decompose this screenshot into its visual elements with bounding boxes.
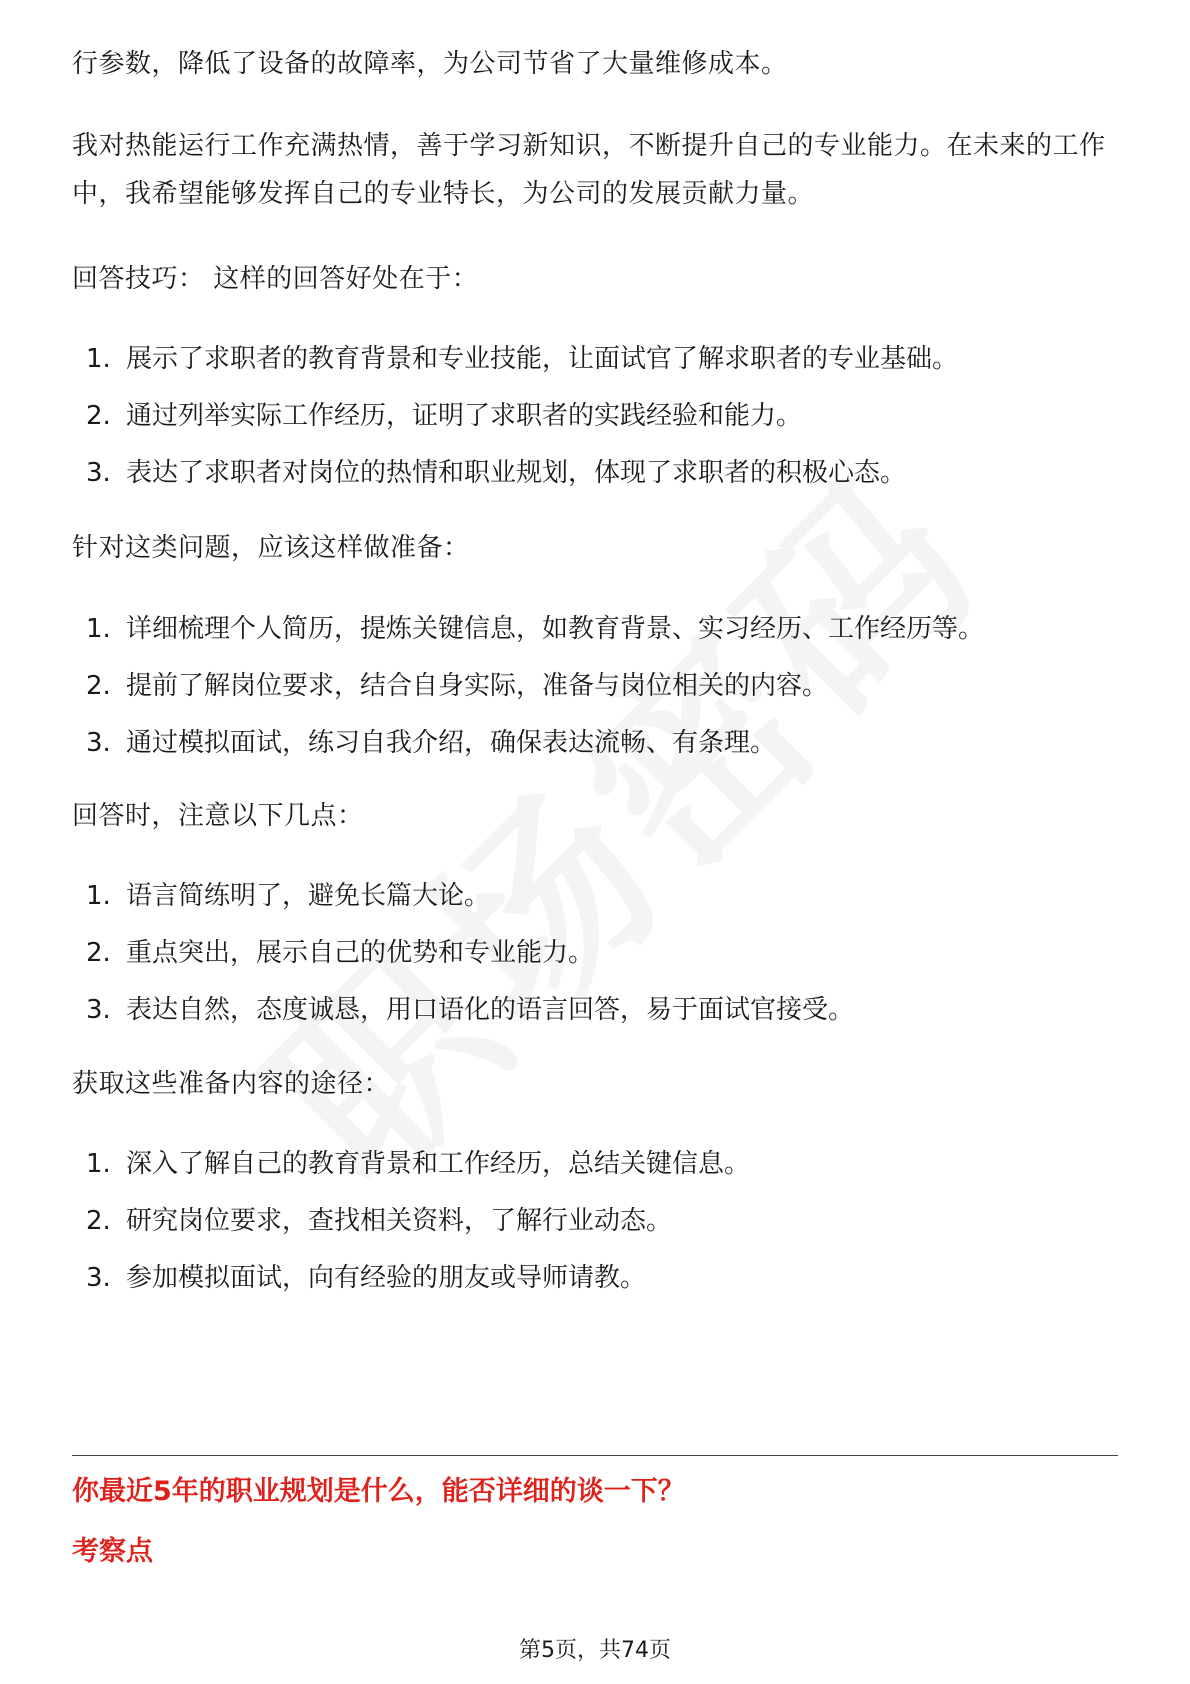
list-number: 3. [86, 995, 111, 1025]
list-text: 深入了解自己的教育背景和工作经历，总结关键信息。 [126, 1149, 751, 1179]
list-number: 2. [86, 938, 111, 968]
list-number: 3. [86, 728, 111, 758]
notes-heading: 回答时，注意以下几点： [72, 801, 364, 831]
list-number: 3. [86, 1263, 111, 1293]
list-number: 1. [86, 614, 111, 644]
list-item [72, 994, 1118, 1051]
list-item [72, 670, 1118, 727]
list-text: 表达自然，态度诚恳，用口语化的语言回答，易于面试官接受。 [126, 995, 855, 1025]
list-number: 2. [86, 401, 111, 431]
intro-paragraph: 我对热能运行工作充满热情，善于学习新知识，不断提升自己的专业能力。在未来的工作中，我希望能够发挥自己的专业特长，为公司的发展贡献力量。 [72, 131, 1106, 209]
list-text: 研究岗位要求，查找相关资料，了解行业动态。 [126, 1206, 673, 1236]
list-item [72, 727, 1118, 784]
list-item [72, 1148, 1118, 1205]
list-text: 表达了求职者对岗位的热情和职业规划，体现了求职者的积极心态。 [126, 458, 907, 488]
tips-heading: 回答技巧： 这样的回答好处在于： [72, 264, 479, 294]
list-item [72, 343, 1118, 400]
list-number: 2. [86, 671, 111, 701]
list-item [72, 937, 1118, 994]
page-footer: 第5页，共74页 [519, 1638, 671, 1663]
list-text: 展示了求职者的教育背景和专业技能，让面试官了解求职者的专业基础。 [126, 344, 959, 374]
list-item [72, 1262, 1118, 1319]
list-item [72, 613, 1118, 670]
prepare-heading: 针对这类问题，应该这样做准备： [72, 533, 470, 563]
list-text: 提前了解岗位要求，结合自身实际，准备与岗位相关的内容。 [126, 671, 829, 701]
sources-list [72, 1148, 1118, 1319]
sources-heading: 获取这些准备内容的途径： [72, 1069, 391, 1099]
list-number: 2. [86, 1206, 111, 1236]
notes-list [72, 880, 1118, 1051]
list-text: 重点突出，展示自己的优势和专业能力。 [126, 938, 595, 968]
section-divider [72, 1455, 1118, 1456]
question-title: 你最近5年的职业规划是什么，能否详细的谈一下？ [72, 1476, 685, 1507]
list-number: 3. [86, 458, 111, 488]
list-text: 详细梳理个人简历，提炼关键信息，如教育背景、实习经历、工作经历等。 [126, 614, 985, 644]
list-text: 通过模拟面试，练习自我介绍，确保表达流畅、有条理。 [126, 728, 777, 758]
list-item [72, 1205, 1118, 1262]
list-item [72, 457, 1118, 514]
list-text: 通过列举实际工作经历，证明了求职者的实践经验和能力。 [126, 401, 803, 431]
list-text: 语言简练明了，避免长篇大论。 [126, 881, 491, 911]
tips-list [72, 343, 1118, 514]
intro-line: 行参数，降低了设备的故障率，为公司节省了大量维修成本。 [72, 49, 788, 79]
list-item [72, 400, 1118, 457]
list-text: 参加模拟面试，向有经验的朋友或导师请教。 [126, 1263, 647, 1293]
list-item [72, 880, 1118, 937]
list-number: 1. [86, 881, 111, 911]
prepare-list [72, 613, 1118, 784]
list-number: 1. [86, 1149, 111, 1179]
section-label: 考察点 [72, 1536, 153, 1567]
list-number: 1. [86, 344, 111, 374]
